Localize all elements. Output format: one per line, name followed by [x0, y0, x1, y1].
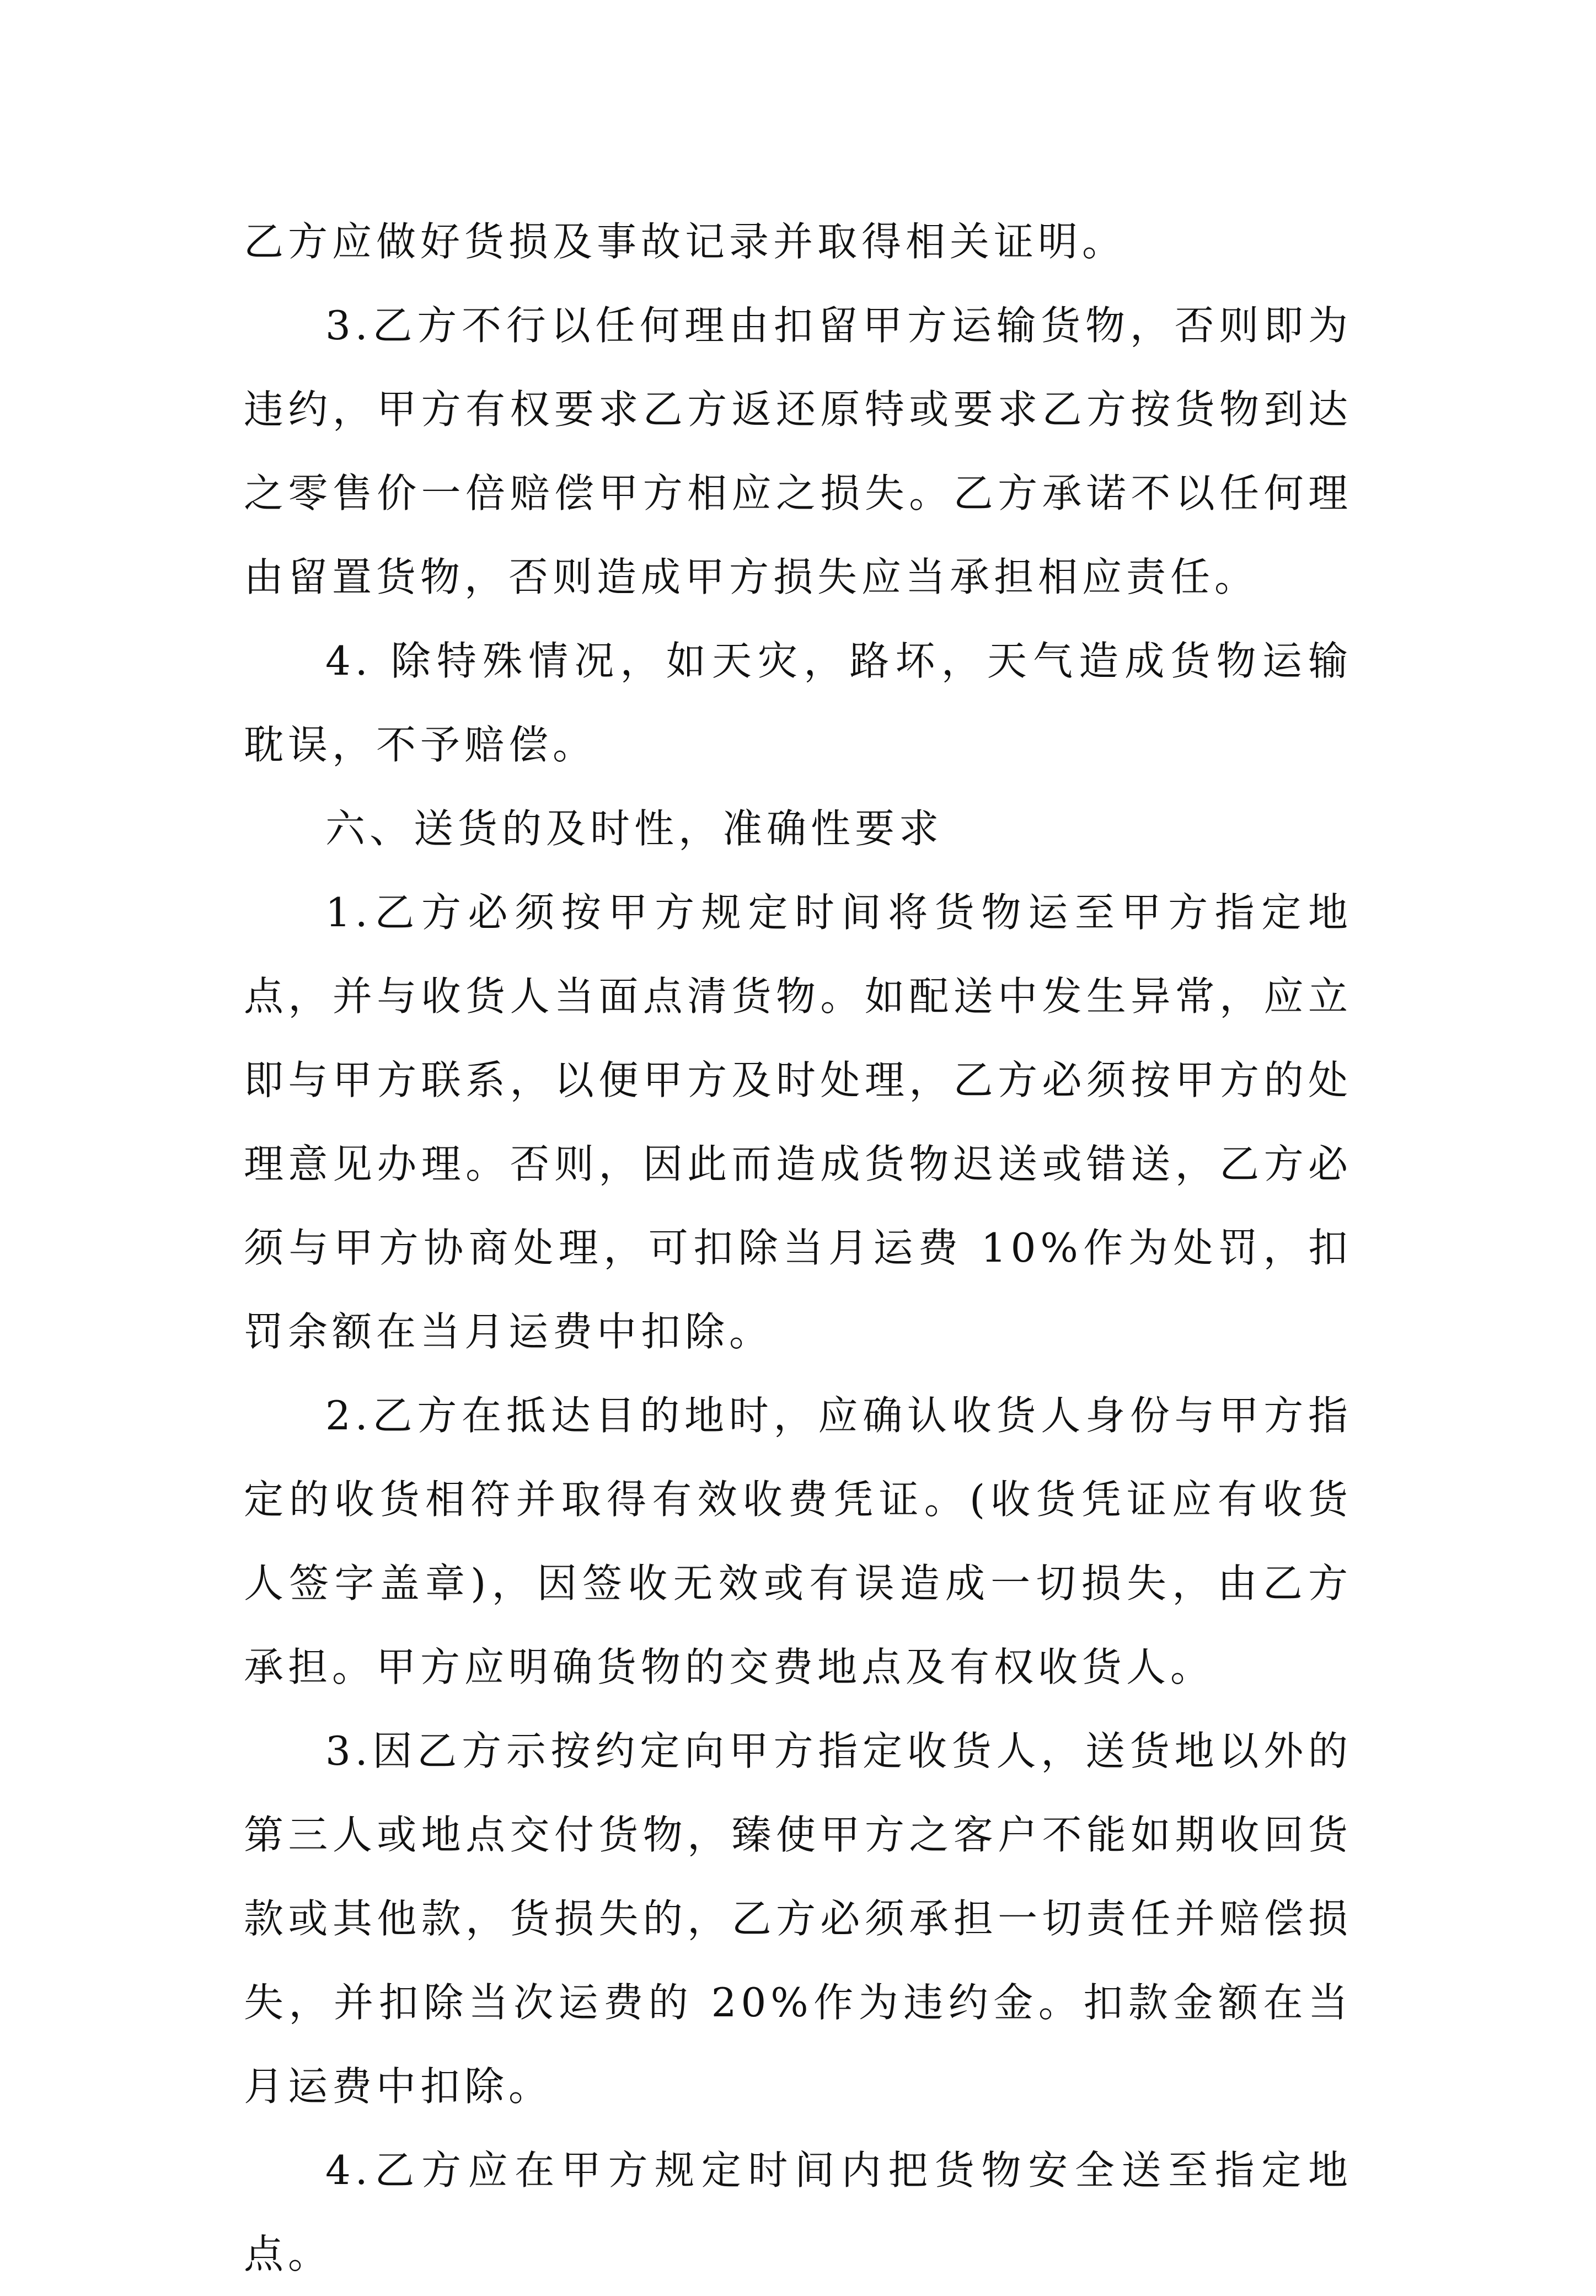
paragraph-clause-3-detention: 3.乙方不行以任何理由扣留甲方运输货物，否则即为违约，甲方有权要求乙方返还原特或要求乙方按货物到达之零售价一倍赔偿甲方相应之损失。乙方承诺不以任何理由留置货物，否则造成甲方损失应当承担相应责任。 — [244, 302, 1352, 600]
paragraph-delivery-clause-1: 1.乙方必须按甲方规定时间将货物运至甲方指定地点，并与收货人当面点清货物。如配送中发生异常，应立即与甲方联系，以便甲方及时处理，乙方必须按甲方的处理意见办理。否则，因此而造成货物迟送或错送，乙方必须与甲方协商处理，可扣除当月运费 10%作为处罚，扣罚余额在当月运费中扣除。 — [244, 889, 1352, 1355]
paragraph-delivery-clause-4: 4.乙方应在甲方规定时间内把货物安全送至指定地点。 — [244, 2147, 1352, 2277]
paragraph-clause-4-exemption: 4. 除特殊情况，如天灾，路坏，天气造成货物运输耽误，不予赔偿。 — [244, 638, 1352, 768]
paragraph-delivery-clause-2: 2.乙方在抵达目的地时，应确认收货人身份与甲方指定的收货相符并取得有效收费凭证。(收货凭证应有收货人签字盖章)，因签收无效或有误造成一切损失，由乙方承担。甲方应明确货物的交费地点及有权收货人。 — [244, 1392, 1352, 1690]
paragraph-delivery-clause-3: 3.因乙方示按约定向甲方指定收货人，送货地以外的第三人或地点交付货物，臻使甲方之客户不能如期收回货款或其他款，货损失的，乙方必须承担一切责任并赔偿损失，并扣除当次运费的 20%作为违约金。扣款金额在当月运费中扣除。 — [244, 1728, 1352, 2110]
section-heading-delivery: 六、送货的及时性，准确性要求 — [325, 805, 944, 852]
document-body — [244, 200, 1352, 2296]
paragraph-damage-record: 乙方应做好货损及事故记录并取得相关证明。 — [244, 218, 1127, 265]
